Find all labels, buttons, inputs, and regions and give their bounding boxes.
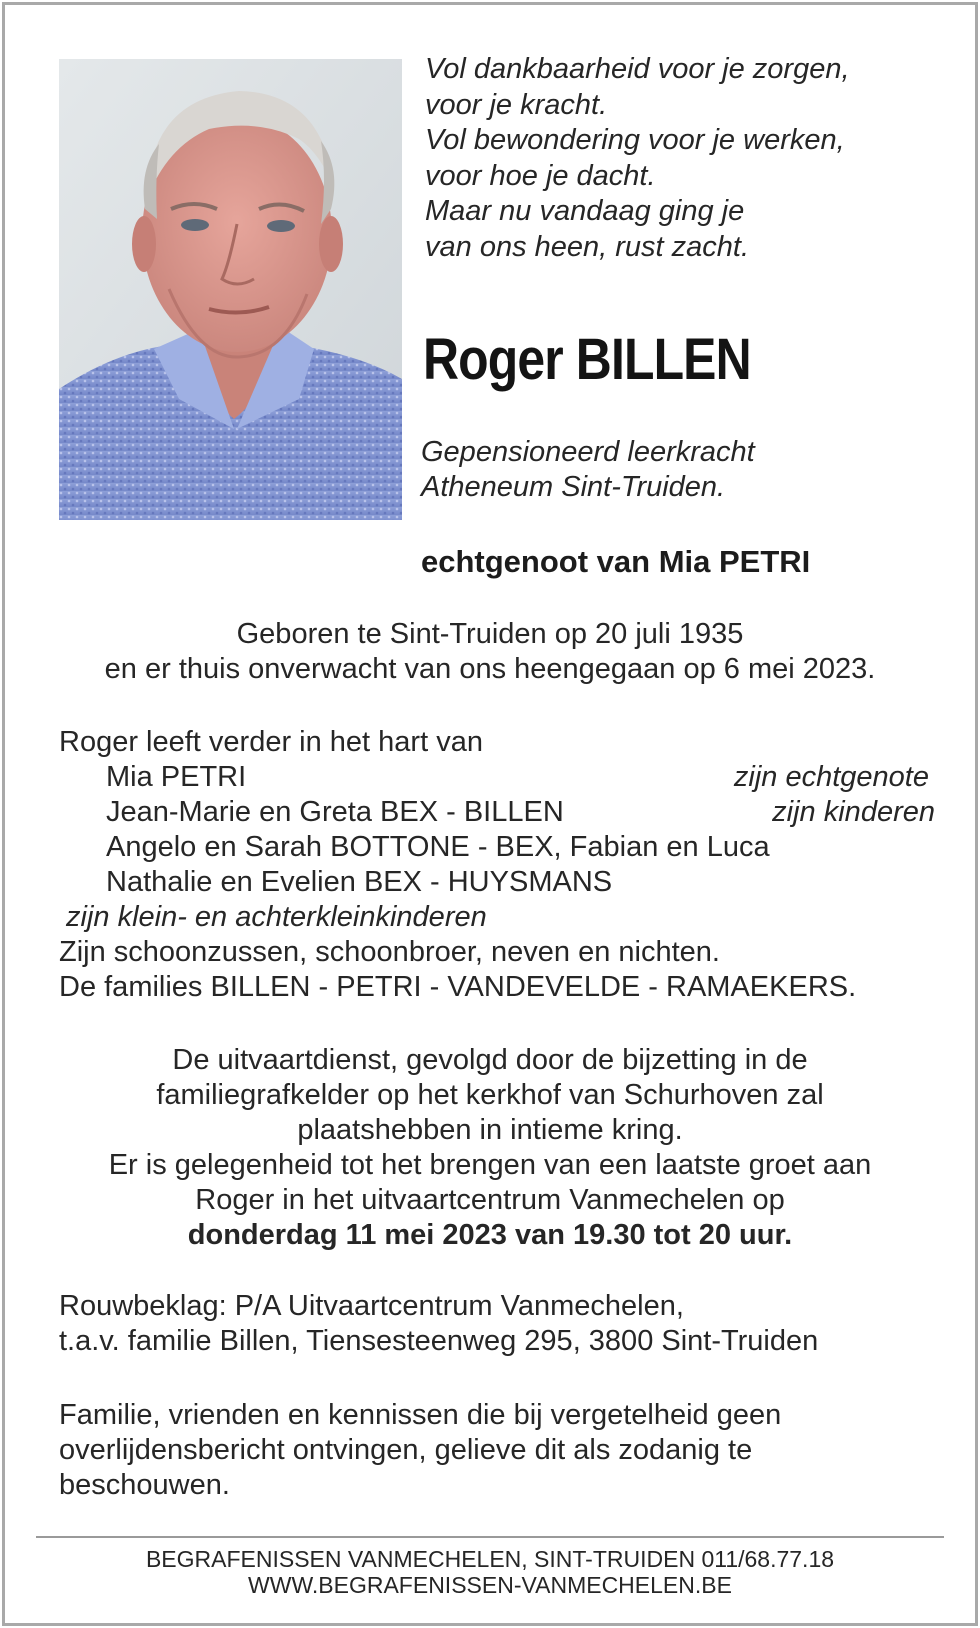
survivor-row — [59, 795, 935, 830]
survivor-row — [59, 830, 929, 865]
survivor-names: Mia PETRI — [106, 761, 247, 793]
survivor-names: Angelo en Sarah BOTTONE - BEX, Fabian en Luca — [106, 831, 770, 863]
survivor-row — [59, 865, 929, 900]
occupation-line: Gepensioneerd leerkracht — [421, 436, 755, 468]
poem — [425, 52, 945, 265]
deceased-name: Roger BILLEN — [423, 327, 751, 392]
birth-info — [40, 617, 940, 687]
footer — [40, 1546, 940, 1598]
footer-divider — [36, 1536, 944, 1538]
notice-text — [59, 1398, 879, 1503]
survivors-list — [59, 725, 935, 1005]
contact-line: t.a.v. familie Billen, Tiensesteenweg 295, 3800 Sint-Truiden — [59, 1325, 819, 1357]
poem-line: Maar nu vandaag ging je — [425, 195, 745, 227]
survivors-intro: Roger leeft verder in het hart van — [59, 726, 483, 758]
occupation — [421, 435, 941, 505]
visitation-time: donderdag 11 mei 2023 van 19.30 tot 20 uur. — [187, 1219, 793, 1251]
poem-line: voor je kracht. — [425, 88, 608, 121]
ceremony-line: plaatshebben in intieme kring. — [297, 1114, 683, 1146]
ceremony-line: Er is gelegenheid tot het brengen van een laatste groet aan — [108, 1149, 872, 1181]
death-line: en er thuis onverwacht van ons heengegaan op 6 mei 2023. — [104, 653, 876, 685]
notice-line: beschouwen. — [59, 1469, 230, 1501]
survivor-row — [59, 760, 929, 795]
notice-line: Familie, vrienden en kennissen die bij vergetelheid geen — [59, 1399, 782, 1431]
birth-line: Geboren te Sint-Truiden op 20 juli 1935 — [236, 618, 744, 650]
survivor-relation: zijn kinderen — [772, 796, 935, 828]
condolence-address — [59, 1289, 929, 1359]
spouse-line: echtgenoot van Mia PETRI — [421, 544, 811, 579]
poem-line: van ons heen, rust zacht. — [425, 230, 750, 263]
poem-line: Vol bewondering voor je werken, — [425, 124, 845, 156]
poem-line: voor hoe je dacht. — [425, 159, 656, 192]
notice-line: overlijdensbericht ontvingen, gelieve dit als zodanig te — [59, 1434, 753, 1466]
survivor-names: Nathalie en Evelien BEX - HUYSMANS — [106, 866, 613, 898]
ceremony-line: Roger in het uitvaartcentrum Vanmechelen op — [195, 1184, 785, 1216]
survivor-relation: zijn echtgenote — [733, 761, 929, 793]
in-laws-line: Zijn schoonzussen, schoonbroer, neven en nichten. — [59, 936, 720, 968]
ceremony-line: familiegrafkelder op het kerkhof van Schurhoven zal — [156, 1079, 824, 1111]
portrait-photo — [59, 59, 402, 520]
occupation-line: Atheneum Sint-Truiden. — [421, 471, 726, 503]
poem-line: Vol dankbaarheid voor je zorgen, — [425, 53, 850, 85]
ceremony-info — [40, 1043, 940, 1253]
contact-line: Rouwbeklag: P/A Uitvaartcentrum Vanmechelen, — [59, 1290, 684, 1322]
ceremony-line: De uitvaartdienst, gevolgd door de bijzetting in de — [172, 1044, 808, 1076]
families-line: De families BILLEN - PETRI - VANDEVELDE - RAMAEKERS. — [59, 971, 857, 1003]
grandchildren-label: zijn klein- en achterkleinkinderen — [66, 901, 487, 933]
survivor-names: Jean-Marie en Greta BEX - BILLEN — [106, 796, 564, 828]
funeral-company: BEGRAFENISSEN VANMECHELEN, SINT-TRUIDEN 011/68.77.18 — [145, 1546, 835, 1572]
funeral-website: WWW.BEGRAFENISSEN-VANMECHELEN.BE — [248, 1572, 732, 1598]
